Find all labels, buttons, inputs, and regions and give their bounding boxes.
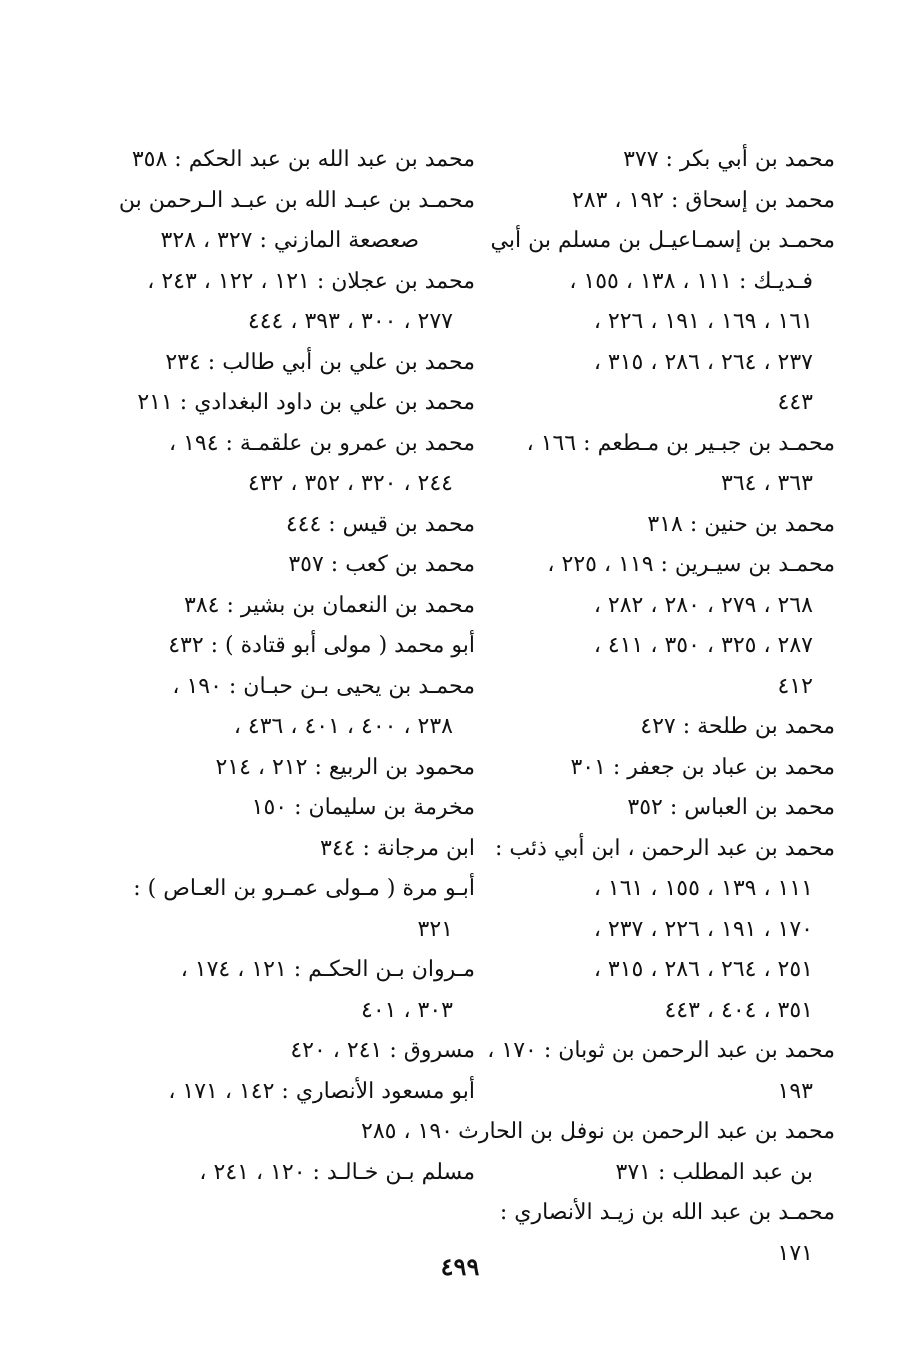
index-line: ١١١ ، ١٣٩ ، ١٥٥ ، ١٦١ ،	[593, 876, 813, 901]
index-line: محمـد بن جبـير بن مـطعم : ١٦٦ ،	[526, 430, 835, 456]
index-line: محمد بن عبد الرحمن بن ثوبان : ١٧٠ ،	[487, 1038, 835, 1063]
index-line: محمد بن عباد بن جعفر : ٣٠١	[570, 754, 835, 780]
index-line: مسلم بـن خـالـد : ١٢٠ ، ٢٤١ ،	[199, 1159, 475, 1185]
index-line: ١٧٠ ، ١٩١ ، ٢٢٦ ، ٢٣٧ ،	[593, 916, 813, 942]
index-line: محمد بن علي بن داود البغدادي : ٢١١	[137, 390, 475, 415]
index-line: ١٩٠ ، ٢٨٥	[361, 1119, 453, 1144]
index-line: محمد بن عبد الله بن عبد الحكم : ٣٥٨	[131, 147, 475, 172]
index-line: محمد بن العباس : ٣٥٢	[627, 795, 835, 820]
index-line: ٢٧٧ ، ٣٠٠ ، ٣٩٣ ، ٤٤٤	[247, 309, 453, 334]
index-line: ٣٦٣ ، ٣٦٤	[721, 471, 813, 496]
index-line: ابن مرجانة : ٣٤٤	[320, 835, 475, 861]
index-column-right	[458, 140, 835, 1274]
index-line: فـديـك : ١١١ ، ١٣٨ ، ١٥٥ ،	[569, 268, 813, 294]
index-line: محمد بن أبي بكر : ٣٧٧	[623, 147, 835, 172]
index-line: ٣٥١ ، ٤٠٤ ، ٤٤٣	[664, 997, 813, 1023]
index-line: أبو مسعود الأنصاري : ١٤٢ ، ١٧١ ،	[168, 1078, 475, 1104]
index-line: محمد بن طلحة : ٤٢٧	[640, 714, 835, 739]
index-line: ٣٠٣ ، ٤٠١	[361, 997, 453, 1023]
index-line: محمـد بن عبد الله بن زيـد الأنصاري :	[499, 1200, 835, 1225]
index-line: محمود بن الربيع : ٢١٢ ، ٢١٤	[215, 754, 475, 780]
index-line: محمد بن النعمان بن بشير : ٣٨٤	[184, 592, 475, 618]
index-line: محمـد بن يحيى بـن حبـان : ١٩٠ ،	[172, 673, 475, 699]
index-line: أبـو مرة ( مـولى عمـرو بن العـاص ) :	[133, 876, 475, 901]
index-line: ١٧١	[777, 1240, 813, 1266]
index-line: محمـد بن عبـد الله بن عبـد الـرحمن بن	[118, 187, 475, 213]
index-line: ٤١٢	[777, 673, 813, 699]
index-line: ٢٦٨ ، ٢٧٩ ، ٢٨٠ ، ٢٨٢ ،	[593, 592, 813, 618]
index-line: ١٦١ ، ١٦٩ ، ١٩١ ، ٢٢٦ ،	[593, 309, 813, 334]
index-line: ١٩٣	[777, 1078, 813, 1104]
index-line: ٢٨٧ ، ٣٢٥ ، ٣٥٠ ، ٤١١ ،	[593, 633, 813, 658]
index-line: محمـد بن إسمـاعيـل بن مسلم بن أبي	[490, 228, 835, 253]
index-line: محمد بن حنين : ٣١٨	[647, 511, 835, 537]
index-line: ٣٢١	[417, 916, 453, 942]
index-line: ٢٥١ ، ٢٦٤ ، ٢٨٦ ، ٣١٥ ،	[593, 957, 813, 982]
index-line: ٤٤٣	[777, 390, 813, 415]
index-line: محمد بن كعب : ٣٥٧	[288, 552, 475, 577]
page-number: ٤٩٩	[440, 1252, 480, 1281]
index-line: محمد بن قيس : ٤٤٤	[285, 511, 475, 537]
index-line: ٢٣٨ ، ٤٠٠ ، ٤٠١ ، ٤٣٦ ،	[233, 714, 453, 739]
index-line: مسروق : ٢٤١ ، ٤٢٠	[290, 1038, 475, 1063]
index-line: بن عبد المطلب : ٣٧١	[615, 1159, 813, 1185]
index-line: مخرمة بن سليمان : ١٥٠	[251, 795, 475, 820]
index-line: محمد بن عبد الرحمن بن نوفل بن الحارث	[458, 1119, 835, 1144]
index-column-left	[118, 140, 475, 1193]
index-line: ٢٣٧ ، ٢٦٤ ، ٢٨٦ ، ٣١٥ ،	[593, 349, 813, 375]
index-line: محمد بن عمرو بن علقمـة : ١٩٤ ،	[168, 430, 475, 456]
index-line: مـروان بـن الحكـم : ١٢١ ، ١٧٤ ،	[180, 957, 475, 982]
index-line: محمد بن إسحاق : ١٩٢ ، ٢٨٣	[571, 187, 835, 213]
index-line: محمـد بن سيـرين : ١١٩ ، ٢٢٥ ،	[547, 552, 835, 577]
index-line: محمد بن علي بن أبي طالب : ٢٣٤	[165, 349, 475, 375]
index-line: محمد بن عبد الرحمن ، ابن أبي ذئب :	[495, 835, 835, 861]
index-line: أبو محمد ( مولى أبو قتادة ) : ٤٣٢	[168, 633, 475, 658]
index-line: محمد بن عجلان : ١٢١ ، ١٢٢ ، ٢٤٣ ،	[147, 268, 475, 294]
index-line: صعصعة المازني : ٣٢٧ ، ٣٢٨	[160, 228, 419, 253]
index-line: ٢٤٤ ، ٣٢٠ ، ٣٥٢ ، ٤٣٢	[247, 471, 453, 496]
